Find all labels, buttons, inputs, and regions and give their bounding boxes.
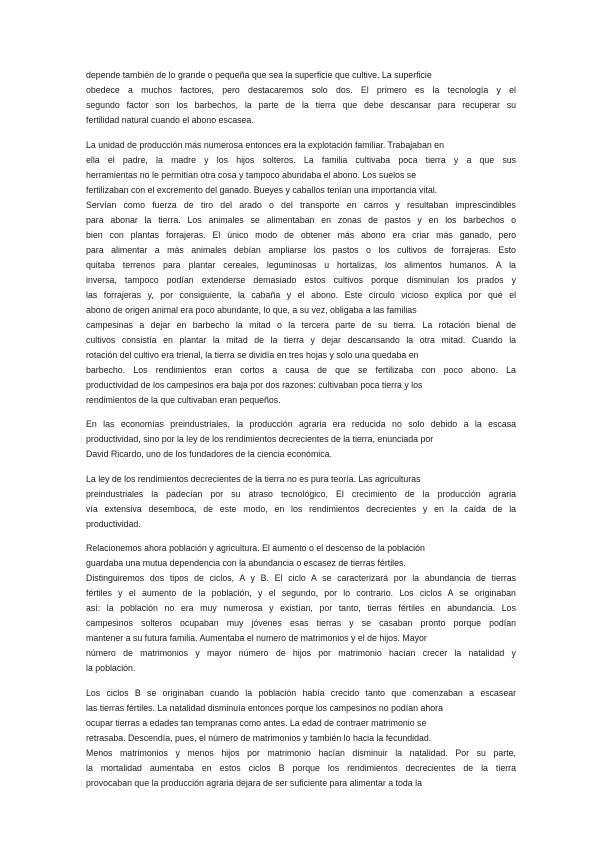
text-line: así: la población no era muy numerosa y existían, por tanto, tierras fértiles en abundancia. Los	[86, 603, 516, 613]
text-line: guardaba una mutua dependencia con la abundancia o escasez de tierras fértiles.	[86, 558, 406, 568]
text-line: segundo factor son los barbechos, la parte de la tierra que debe descansar para recuperar su	[86, 100, 517, 110]
text-line: obedece a muchos factores, pero destacaremos solo dos. El primero es la tecnología y el	[86, 85, 516, 95]
paragraph	[86, 686, 516, 791]
text-line: retrasaba. Descendía, pues, el número de matrimonios y también lo hacia la fecundidad.	[86, 732, 432, 743]
paragraph	[86, 138, 516, 408]
text-line: mantener a su futura familia. Aumentaba el numero de matrimonios y el de hijos. Mayor	[86, 633, 427, 643]
text-line: Servían como fuerza de tiro del arado o del transporte en carros y resultaban imprescindibles	[86, 199, 516, 210]
text-line: Menos matrimonios y menos hijos por matrimonio hacían disminuir la natalidad. Por su parte,	[86, 747, 516, 758]
text-line: Relacionemos ahora población y agricultura. El aumento o el descenso de la población	[86, 543, 425, 553]
paragraph	[86, 541, 516, 676]
text-line: fertilidad natural cuando el abono escasea.	[86, 115, 254, 125]
paragraph	[86, 68, 516, 128]
text-line: Distinguiremos dos tipos de ciclos, A y B. El ciclo A se caracterizará por la abundancia de tierras	[86, 573, 516, 583]
text-line: productividad de los campesinos era baja por dos razones: cultivaban poca tierra y los	[86, 379, 423, 390]
text-line: productividad, sino por la ley de los rendimientos decrecientes de la tierra, enunciada por	[86, 434, 434, 444]
text-line: herramientas no le permitían otra cosa y tampoco abundaba el abono. Los suelos se	[86, 169, 417, 180]
paragraph	[86, 417, 516, 462]
text-line: para abonar la tierra. Los animales se alimentaban en zonas de pastos y en los barbechos o	[86, 214, 517, 225]
text-line: quitaba terrenos para plantar cereales, leguminosas u hortalizas, los alimentos humanos. A la	[86, 259, 516, 270]
text-line: En las economías preindustriales, la producción agraria era reducida no solo debido a la escasa	[86, 419, 517, 429]
text-line: inversa, tampoco podían extenderse demasiado estos cultivos porque disminuían los prados y	[86, 274, 516, 285]
text-line: barbecho. Los rendimientos eran cortos a causa de que se fertilizaba con poco abono. La	[86, 364, 516, 375]
text-line: bien con plantas forrajeras. El único modo de obtener más abono era criar más ganado, pero	[86, 229, 517, 240]
text-line: La ley de los rendimientos decrecientes de la tierra no es pura teoría. Las agriculturas	[86, 473, 421, 484]
text-line: depende también de lo grande o pequeña que sea la superficie que cultive. La superficie	[86, 70, 432, 80]
text-line: preindustriales la padecían por su atraso tecnológico. El crecimiento de la producción agraria	[86, 488, 517, 499]
text-line: cultivos consistía en plantar la mitad de la tierra y dejar descansando la otra mitad. Cuando la	[86, 334, 517, 345]
text-line: para alimentar a más animales debían ampliarse los pastos o los cultivos de forrajeras. Esto	[86, 244, 516, 255]
text-line: David Ricardo, uno de los fundadores de la ciencia económica.	[86, 449, 332, 459]
text-line: las tierras fértiles. La natalidad disminuía entonces porque los campesinos no podían ahora	[86, 702, 443, 713]
text-line: la mortalidad aumentaba en estos ciclos B porque los rendimientos decrecientes de la tierra	[86, 762, 516, 773]
text-line: fértiles y el aumento de la población, y el segundo, por lo contrario. Los ciclos A se originaban	[86, 588, 516, 598]
text-line: abono de origen animal era poco abundante, lo que, a su vez, obligaba a las familias	[86, 304, 417, 315]
text-line: Los ciclos B se originaban cuando la población había crecido tanto que comenzaban a escasear	[86, 687, 517, 698]
paragraph	[86, 472, 516, 532]
document-body	[86, 68, 516, 800]
text-line: número de matrimonios y mayor número de hijos por matrimonio hacían crecer la natalidad y	[86, 648, 516, 658]
text-line: ocupar tierras a edades tan tempranas como antes. La edad de contraer matrimonio se	[86, 717, 427, 728]
text-line: rotación del cultivo era trienal, la tierra se dividía en tres hojas y solo una quedaba en	[86, 349, 419, 360]
text-line: ella el padre, la madre y los hijos solteros. La familia cultivaba poca tierra y a que sus	[86, 154, 517, 165]
text-line: vía extensiva desemboca, de este modo, en los rendimientos decrecientes y en la caída de la	[86, 503, 517, 514]
text-line: campesinas a dejar en barbecho la mitad o la tercera parte de su tierra. La rotación bienal de	[86, 319, 516, 330]
text-line: La unidad de producción más numerosa entonces era la explotación familiar. Trabajaban en	[86, 139, 444, 150]
text-line: provocaban que la producción agraria dejara de ser suficiente para alimentar a toda la	[86, 777, 422, 788]
text-line: las forrajeras y, por consiguiente, la cabaña y el abono. Este círculo vicioso explica por qué el	[86, 289, 517, 300]
text-line: campesinos solteros ocupaban muy jóvenes esas tierras y se casaban pronto porque podían	[86, 618, 517, 628]
text-line: productividad.	[86, 518, 141, 529]
text-line: la población.	[86, 663, 136, 673]
text-line: fertilizaban con el excremento del ganado. Bueyes y caballos tenían una importancia vital.	[86, 184, 438, 195]
text-line: rendimientos de la que cultivaban eran pequeños.	[86, 394, 281, 405]
